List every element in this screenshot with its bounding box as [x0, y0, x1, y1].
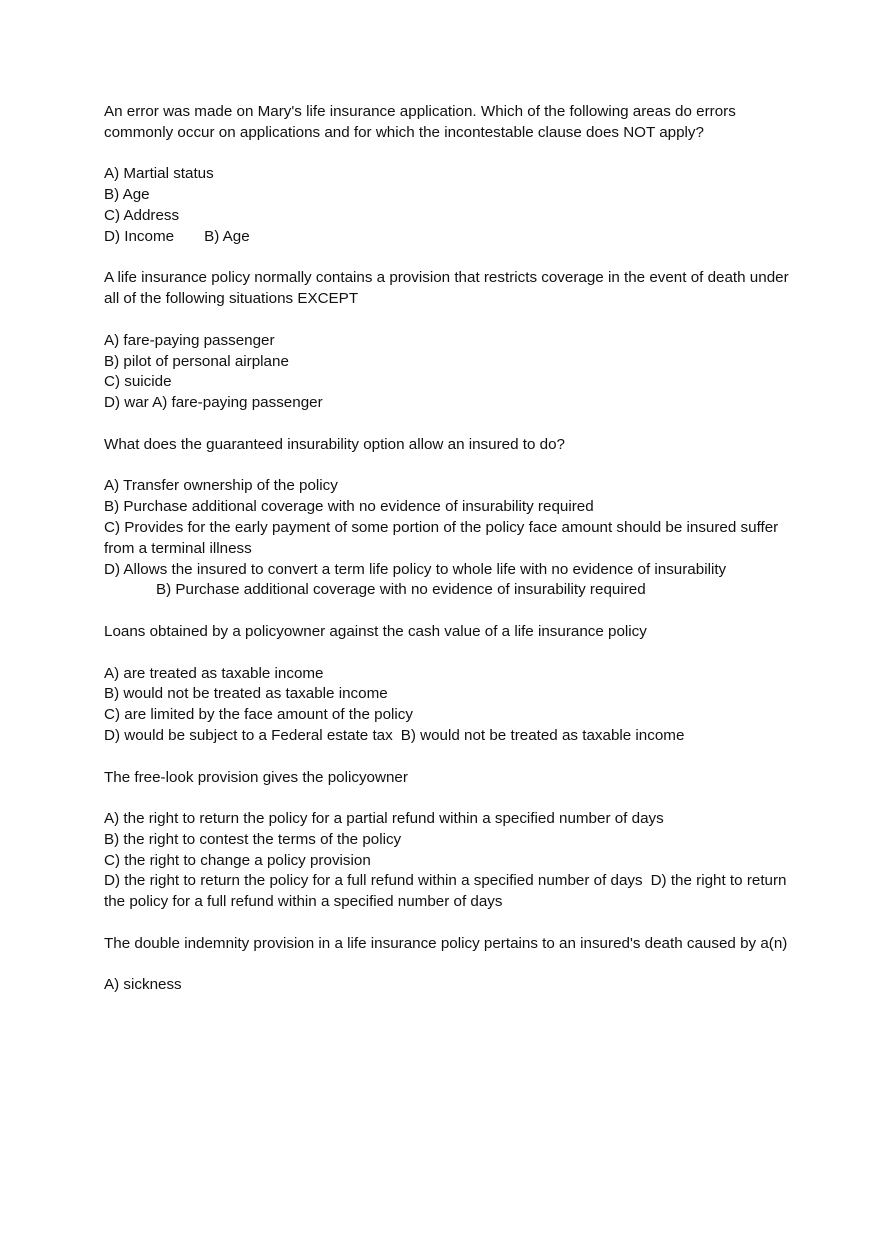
option-c: C) suicide [104, 373, 172, 391]
option-d: D) would be subject to a Federal estate tax [104, 726, 393, 744]
option-list [104, 164, 794, 247]
option-d-with-answer [104, 726, 794, 747]
answer-text: B) would not be treated as taxable income [400, 726, 685, 744]
option-a: A) Martial status [104, 165, 214, 183]
option-d-with-answer [104, 393, 794, 414]
option-c: C) Address [104, 206, 180, 224]
question-6 [104, 934, 794, 996]
answer-text: B) Age [204, 227, 250, 245]
question-2 [104, 268, 794, 414]
option-a: A) fare-paying passenger [104, 331, 275, 349]
answer-text: B) Purchase additional coverage with no evidence of insurability required [156, 581, 646, 599]
option-c: C) Provides for the early payment of some portion of the policy face amount should be insured suffer from a terminal illness [104, 518, 779, 557]
option-a: A) sickness [104, 976, 182, 994]
option-list [104, 809, 794, 913]
option-d-with-answer [104, 871, 794, 913]
option-list [104, 476, 794, 601]
option-b: B) Age [104, 186, 150, 204]
option-list [104, 664, 794, 747]
option-list [104, 331, 794, 414]
option-b: B) pilot of personal airplane [104, 352, 289, 370]
answer-text: A) fare-paying passenger [152, 394, 323, 412]
option-d: D) war [104, 394, 149, 412]
question-text: The free-look provision gives the policyowner [104, 768, 408, 786]
option-d: D) Allows the insured to convert a term life policy to whole life with no evidence of insurability [104, 560, 727, 578]
option-c: C) the right to change a policy provision [104, 851, 371, 869]
question-5 [104, 768, 794, 914]
option-a: A) Transfer ownership of the policy [104, 477, 338, 495]
option-b: B) Purchase additional coverage with no evidence of insurability required [104, 498, 594, 516]
question-3 [104, 435, 794, 601]
option-list [104, 975, 794, 996]
option-d: D) the right to return the policy for a full refund within a specified number of days [104, 872, 643, 890]
question-4 [104, 622, 794, 747]
answer-text: D) the right to return the policy for a full refund within a specified number of days [104, 872, 787, 911]
question-text: What does the guaranteed insurability option allow an insured to do? [104, 435, 565, 453]
question-text: The double indemnity provision in a life insurance policy pertains to an insured's death caused by a(n) [104, 934, 788, 952]
question-1 [104, 102, 794, 248]
option-c: C) are limited by the face amount of the policy [104, 706, 413, 724]
option-a: A) the right to return the policy for a partial refund within a specified number of days [104, 810, 664, 828]
question-text: A life insurance policy normally contains a provision that restricts coverage in the event of death under all of the following situations EXCEPT [104, 269, 789, 308]
question-text: An error was made on Mary's life insurance application. Which of the following areas do errors commonly occur on applications and for which the incontestable clause does NOT apply? [104, 103, 736, 141]
option-d-with-answer [104, 227, 794, 248]
question-text: Loans obtained by a policyowner against the cash value of a life insurance policy [104, 622, 647, 640]
option-b: B) would not be treated as taxable income [104, 685, 388, 703]
document-page [104, 102, 794, 1017]
option-a: A) are treated as taxable income [104, 664, 324, 682]
option-d: D) Income [104, 227, 175, 245]
option-b: B) the right to contest the terms of the policy [104, 830, 402, 848]
